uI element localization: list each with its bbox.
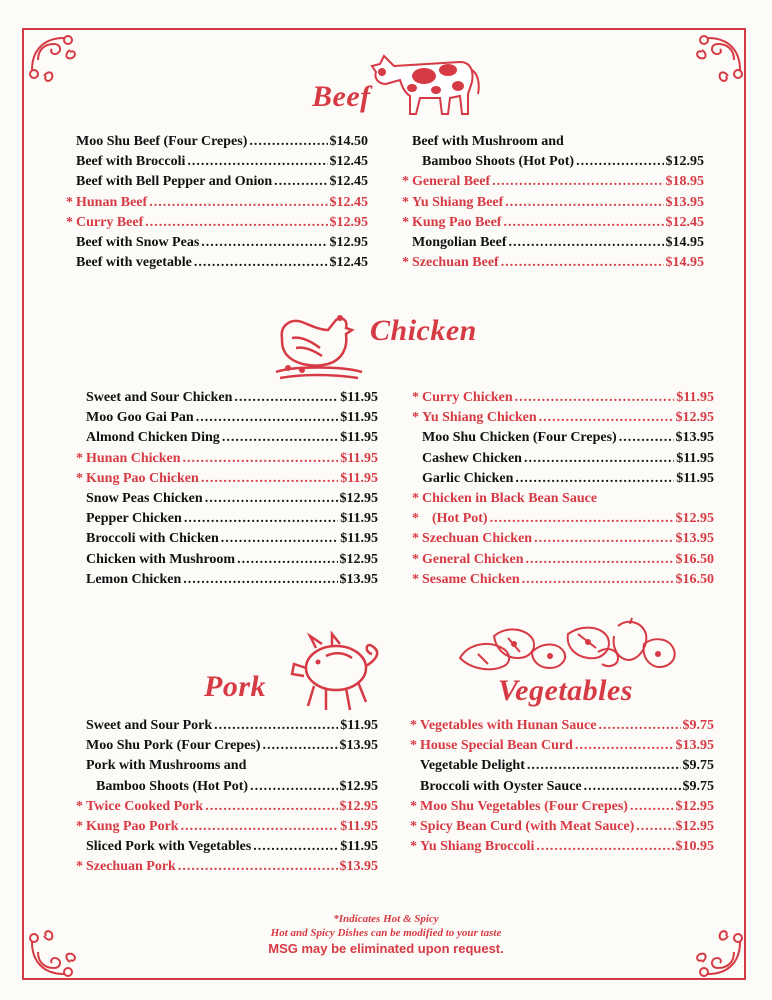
menu-item-name: Kung Pao Pork	[86, 818, 179, 834]
menu-item	[410, 758, 714, 778]
dot-leader	[536, 839, 673, 855]
spicy-marker: *	[412, 511, 419, 527]
menu-item-price: $11.95	[340, 531, 378, 547]
menu-item-price: $14.50	[329, 134, 368, 149]
menu-item-name: Pork with Mushrooms and	[86, 758, 247, 774]
menu-item-name: Cashew Chicken	[422, 450, 522, 466]
menu-item	[410, 738, 714, 758]
menu-item-price: $11.95	[676, 390, 714, 405]
dot-leader	[196, 410, 339, 426]
menu-item-price: $9.75	[682, 758, 714, 774]
menu-item-price: $11.95	[340, 511, 378, 527]
dot-leader	[201, 235, 327, 251]
menu-item-name: Curry Chicken	[422, 390, 513, 405]
menu-item	[402, 215, 704, 235]
menu-item-price: $11.95	[676, 470, 714, 486]
dot-leader	[527, 758, 681, 774]
dot-leader	[503, 215, 663, 231]
menu-item	[402, 255, 704, 275]
menu-item-name: Broccoli with Oyster Sauce	[420, 778, 582, 794]
menu-item-name: Broccoli with Chicken	[86, 531, 219, 547]
modify-note: Hot and Spicy Dishes can be modified to your taste	[270, 927, 502, 939]
menu-item-name: Bamboo Shoots (Hot Pot)	[422, 154, 575, 170]
menu-item-name: Chicken in Black Bean Sauce	[422, 490, 598, 506]
menu-item-name: Beef with Snow Peas	[76, 234, 200, 250]
spicy-marker: *	[76, 450, 83, 466]
menu-item-name: Curry Beef	[76, 214, 144, 230]
menu-item-name: Yu Shiang Chicken	[422, 410, 537, 426]
menu-item	[66, 255, 368, 275]
menu-item-price: $12.45	[329, 194, 368, 210]
menu-item	[410, 718, 714, 738]
dot-leader	[205, 491, 338, 507]
menu-item-price: $12.95	[675, 511, 714, 527]
section-title-pork: Pork	[204, 670, 266, 703]
menu-item	[76, 819, 378, 839]
spicy-note: *Indicates Hot & Spicy	[333, 913, 439, 925]
menu-item-price: $12.45	[329, 174, 368, 190]
menu-item-name: Sweet and Sour Pork	[86, 718, 213, 733]
menu-item-price: $11.95	[340, 450, 378, 466]
spicy-marker: *	[410, 738, 417, 754]
menu-item-name: Moo Shu Pork (Four Crepes)	[86, 738, 261, 754]
dot-leader	[149, 195, 327, 211]
spicy-marker: *	[402, 214, 409, 230]
menu-item-name: Twice Cooked Pork	[86, 798, 204, 814]
menu-item-price: $13.95	[339, 859, 378, 875]
menu-item-price: $16.50	[675, 551, 714, 567]
dot-leader	[187, 154, 327, 170]
dot-leader	[181, 819, 339, 835]
menu-item	[76, 531, 378, 551]
dot-leader	[237, 552, 337, 568]
menu-item-price: $12.95	[665, 154, 704, 170]
menu-item-name: House Special Bean Curd	[420, 738, 573, 754]
menu-item	[410, 839, 714, 859]
menu-item	[76, 758, 378, 778]
dot-leader	[184, 511, 338, 527]
menu-item	[402, 235, 704, 255]
dot-leader	[505, 195, 663, 211]
menu-item-price: $9.75	[682, 718, 714, 733]
dot-leader	[178, 859, 338, 875]
menu-item	[412, 511, 714, 531]
dot-leader	[526, 552, 674, 568]
dot-leader	[515, 390, 675, 406]
menu-item-name: Kung Pao Chicken	[86, 470, 199, 486]
menu-item-price: $14.95	[665, 255, 704, 271]
menu-item-price: $12.45	[665, 214, 704, 230]
menu-item-name: General Beef	[412, 174, 491, 190]
spicy-marker: *	[66, 214, 73, 230]
menu-item-name: Snow Peas Chicken	[86, 490, 203, 506]
menu-item	[76, 511, 378, 531]
dot-leader	[250, 779, 337, 795]
dot-leader	[575, 738, 674, 754]
menu-item-price: $18.95	[665, 174, 704, 190]
spicy-marker: *	[76, 798, 83, 814]
menu-item-name: Pepper Chicken	[86, 511, 182, 527]
menu-item-name: Lemon Chicken	[86, 571, 182, 587]
cow-icon	[364, 44, 484, 125]
section-title-beef: Beef	[312, 80, 371, 113]
dot-leader	[490, 511, 674, 527]
menu-item	[76, 410, 378, 430]
beef-left-column	[66, 134, 368, 275]
menu-item-name: Moo Shu Beef (Four Crepes)	[76, 134, 248, 149]
dot-leader	[222, 430, 338, 446]
menu-item	[76, 552, 378, 572]
msg-note: MSG may be eliminated upon request.	[268, 941, 504, 956]
spicy-marker: *	[412, 490, 419, 506]
menu-item	[412, 410, 714, 430]
menu-item-price: $11.95	[340, 410, 378, 426]
menu-item-price: $13.95	[675, 531, 714, 547]
menu-item-name: Almond Chicken Ding	[86, 430, 220, 446]
menu-item-price: $11.95	[340, 818, 378, 834]
menu-item	[412, 491, 714, 511]
menu-item	[402, 154, 704, 174]
spicy-marker: *	[402, 255, 409, 271]
corner-flourish-icon	[690, 30, 748, 88]
spicy-marker: *	[410, 718, 417, 733]
menu-item-name: Moo Goo Gai Pan	[86, 410, 194, 426]
menu-item-name: Vegetable Delight	[420, 758, 525, 774]
menu-item-name: Garlic Chicken	[422, 470, 514, 486]
menu-item-name: Beef with Mushroom and	[412, 134, 564, 149]
menu-item	[76, 390, 378, 410]
menu-item	[402, 195, 704, 215]
menu-item-price: $10.95	[675, 839, 714, 855]
vegetables-column	[410, 718, 714, 859]
menu-item-price: $12.95	[339, 490, 378, 506]
dot-leader	[515, 471, 674, 487]
menu-item-price: $16.50	[675, 571, 714, 587]
spicy-marker: *	[410, 818, 417, 834]
menu-item-name: (Hot Pot)	[432, 511, 488, 527]
menu-item-name: Spicy Bean Curd (with Meat Sauce)	[420, 818, 635, 834]
menu-item	[66, 215, 368, 235]
spicy-marker: *	[76, 470, 83, 486]
dot-leader	[509, 235, 664, 251]
spicy-marker: *	[76, 859, 83, 875]
menu-item-name: Vegetables with Hunan Sauce	[420, 718, 597, 733]
dot-leader	[262, 738, 337, 754]
menu-item	[66, 174, 368, 194]
menu-item-name: Moo Shu Vegetables (Four Crepes)	[420, 798, 628, 814]
dot-leader	[539, 410, 674, 426]
menu-item-name: Beef with vegetable	[76, 255, 192, 271]
menu-item-price: $13.95	[675, 430, 714, 446]
menu-item-price: $11.95	[340, 430, 378, 446]
menu-item	[76, 491, 378, 511]
chicken-right-column	[412, 390, 714, 592]
menu-item-price: $13.95	[675, 738, 714, 754]
dot-leader	[145, 215, 327, 231]
menu-item-price: $12.95	[339, 551, 378, 567]
menu-item	[66, 195, 368, 215]
menu-item-name: Hunan Chicken	[86, 450, 181, 466]
dot-leader	[492, 174, 663, 190]
spicy-marker: *	[402, 194, 409, 210]
section-title-chicken: Chicken	[370, 314, 477, 347]
section-title-vegetables: Vegetables	[498, 674, 633, 707]
menu-item-price: $12.95	[675, 410, 714, 426]
hen-icon	[272, 308, 366, 387]
menu-item	[412, 390, 714, 410]
dot-leader	[221, 531, 339, 547]
dot-leader	[636, 819, 673, 835]
menu-item-name: General Chicken	[422, 551, 524, 567]
menu-item	[76, 859, 378, 879]
menu-item	[76, 779, 378, 799]
menu-item-name: Hunan Beef	[76, 194, 148, 210]
menu-item-price: $12.95	[339, 798, 378, 814]
menu-item	[402, 174, 704, 194]
dot-leader	[253, 839, 338, 855]
menu-item	[410, 779, 714, 799]
menu-item	[402, 134, 704, 154]
menu-item-price: $9.75	[682, 778, 714, 794]
menu-item-name: Bamboo Shoots (Hot Pot)	[96, 778, 249, 794]
dot-leader	[576, 154, 663, 170]
menu-item-price: $13.95	[339, 738, 378, 754]
menu-item-name: Sweet and Sour Chicken	[86, 390, 233, 405]
menu-item	[412, 552, 714, 572]
dot-leader	[619, 430, 674, 446]
menu-item-price: $11.95	[340, 718, 378, 733]
menu-item	[66, 235, 368, 255]
menu-item-name: Kung Pao Beef	[412, 214, 502, 230]
spicy-marker: *	[412, 551, 419, 567]
spicy-marker: *	[412, 410, 419, 426]
menu-item-price: $13.95	[339, 571, 378, 587]
spicy-marker: *	[76, 818, 83, 834]
dot-leader	[183, 572, 337, 588]
menu-item-price: $12.45	[329, 154, 368, 170]
dot-leader	[598, 718, 680, 734]
vegetables-icon	[458, 614, 682, 679]
menu-item-name: Sesame Chicken	[422, 571, 520, 587]
menu-item-price: $12.45	[329, 255, 368, 271]
menu-item-name: Beef with Broccoli	[76, 154, 186, 170]
menu-item-price: $11.95	[676, 450, 714, 466]
dot-leader	[274, 174, 327, 190]
dot-leader	[249, 134, 327, 150]
chicken-left-column	[76, 390, 378, 592]
menu-item	[412, 572, 714, 592]
dot-leader	[630, 799, 674, 815]
spicy-marker: *	[412, 571, 419, 587]
dot-leader	[522, 572, 674, 588]
menu-item	[410, 819, 714, 839]
spicy-marker: *	[402, 174, 409, 190]
pork-column	[76, 718, 378, 880]
menu-item	[412, 471, 714, 491]
dot-leader	[214, 718, 338, 734]
menu-item-name: Szechuan Chicken	[422, 531, 533, 547]
dot-leader	[183, 451, 339, 467]
spicy-marker: *	[66, 194, 73, 210]
menu-item	[66, 134, 368, 154]
menu-item-price: $12.95	[675, 798, 714, 814]
dot-leader	[501, 255, 664, 271]
menu-item-price: $14.95	[665, 234, 704, 250]
dot-leader	[524, 451, 674, 467]
menu-item-price: $12.95	[329, 214, 368, 230]
menu-item-price: $11.95	[340, 470, 378, 486]
spicy-marker: *	[412, 390, 419, 405]
menu-item	[76, 471, 378, 491]
menu-item	[76, 738, 378, 758]
menu-item	[76, 839, 378, 859]
menu-item-price: $11.95	[340, 839, 378, 855]
menu-item-name: Chicken with Mushroom	[86, 551, 236, 567]
menu-item	[76, 718, 378, 738]
menu-item-name: Moo Shu Chicken (Four Crepes)	[422, 430, 617, 446]
menu-item	[410, 799, 714, 819]
menu-item	[76, 799, 378, 819]
menu-item-name: Szechuan Beef	[412, 255, 499, 271]
pig-icon	[286, 622, 386, 721]
menu-item-name: Szechuan Pork	[86, 859, 176, 875]
dot-leader	[205, 799, 337, 815]
spicy-marker: *	[412, 531, 419, 547]
dot-leader	[534, 531, 673, 547]
corner-flourish-icon	[24, 30, 82, 88]
menu-item	[76, 451, 378, 471]
menu-item	[412, 531, 714, 551]
menu-item-price: $12.95	[329, 234, 368, 250]
menu-item-price: $12.95	[675, 818, 714, 834]
menu-item-price: $12.95	[339, 778, 378, 794]
spicy-marker: *	[410, 798, 417, 814]
menu-item-price: $11.95	[340, 390, 378, 405]
dot-leader	[194, 255, 328, 271]
dot-leader	[234, 390, 338, 406]
menu-item-name: Beef with Bell Pepper and Onion	[76, 174, 273, 190]
menu-item	[412, 430, 714, 450]
menu-item-name: Yu Shiang Beef	[412, 194, 504, 210]
spicy-marker: *	[410, 839, 417, 855]
menu-item	[66, 154, 368, 174]
dot-leader	[584, 779, 681, 795]
menu-item-name: Yu Shiang Broccoli	[420, 839, 535, 855]
dot-leader	[201, 471, 338, 487]
menu-item	[76, 572, 378, 592]
beef-right-column	[402, 134, 704, 275]
menu-item-price: $13.95	[665, 194, 704, 210]
menu-item	[412, 451, 714, 471]
menu-item	[76, 430, 378, 450]
menu-item-name: Sliced Pork with Vegetables	[86, 839, 252, 855]
menu-item-name: Mongolian Beef	[412, 234, 507, 250]
